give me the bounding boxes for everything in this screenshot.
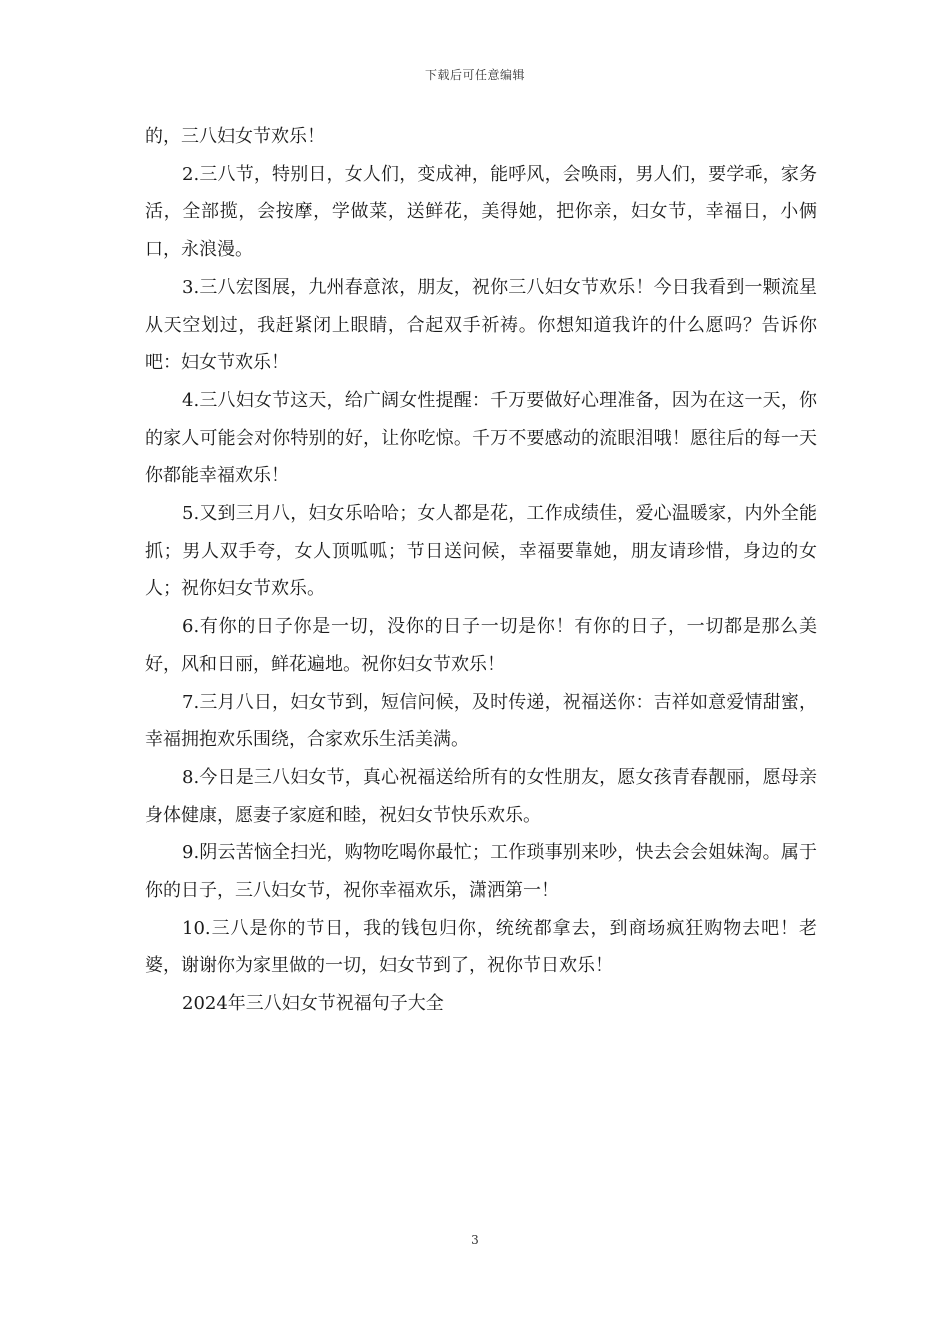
paragraph-item-3: 3.三八宏图展，九州春意浓，朋友，祝你三八妇女节欢乐！今日我看到一颗流星从天空划过，我赶紧闭上眼睛，合起双手祈祷。你想知道我许的什么愿吗？告诉你吧：妇女节欢乐！ xyxy=(145,276,817,374)
section-heading: 2024年三八妇女节祝福句子大全 xyxy=(182,993,444,1015)
paragraph-continuation: 的，三八妇女节欢乐！ xyxy=(145,126,325,147)
paragraph-item-7: 7.三月八日，妇女节到，短信问候，及时传递，祝福送你：吉祥如意爱情甜蜜，幸福拥抱欢乐围绕，合家欢乐生活美满。 xyxy=(145,691,817,751)
paragraph-item-2: 2.三八节，特别日，女人们，变成神，能呼风，会唤雨，男人们，要学乖，家务活，全部揽，会按摩，学做菜，送鲜花，美得她，把你亲，妇女节，幸福日，小俩口，永浪漫。 xyxy=(145,163,817,261)
paragraph-item-6: 6.有你的日子你是一切，没你的日子一切是你！有你的日子，一切都是那么美好，风和日丽，鲜花遍地。祝你妇女节欢乐！ xyxy=(145,616,817,675)
paragraph-item-8: 8.今日是三八妇女节，真心祝福送给所有的女性朋友，愿女孩青春靓丽，愿母亲身体健康，愿妻子家庭和睦，祝妇女节快乐欢乐。 xyxy=(145,766,817,826)
page-header: 下载后可任意编辑 xyxy=(424,68,525,82)
document-body xyxy=(145,118,817,1023)
page-number: 3 xyxy=(471,1233,479,1247)
paragraph-item-4: 4.三八妇女节这天，给广阔女性提醒：千万要做好心理准备，因为在这一天，你的家人可能会对你特别的好，让你吃惊。千万不要感动的流眼泪哦！愿往后的每一天你都能幸福欢乐！ xyxy=(145,389,817,487)
paragraph-item-5: 5.又到三月八，妇女乐哈哈；女人都是花，工作成绩佳，爱心温暖家，内外全能抓；男人双手夸，女人顶呱呱；节日送问候，幸福要靠她，朋友请珍惜，身边的女人；祝你妇女节欢乐。 xyxy=(145,503,817,600)
paragraph-item-10: 10.三八是你的节日，我的钱包归你，统统都拿去，到商场疯狂购物去吧！老婆，谢谢你为家里做的一切，妇女节到了，祝你节日欢乐！ xyxy=(145,917,817,977)
paragraph-item-9: 9.阴云苦恼全扫光，购物吃喝你最忙；工作琐事别来吵，快去会会姐妹淘。属于你的日子，三八妇女节，祝你幸福欢乐，潇洒第一！ xyxy=(145,842,817,902)
